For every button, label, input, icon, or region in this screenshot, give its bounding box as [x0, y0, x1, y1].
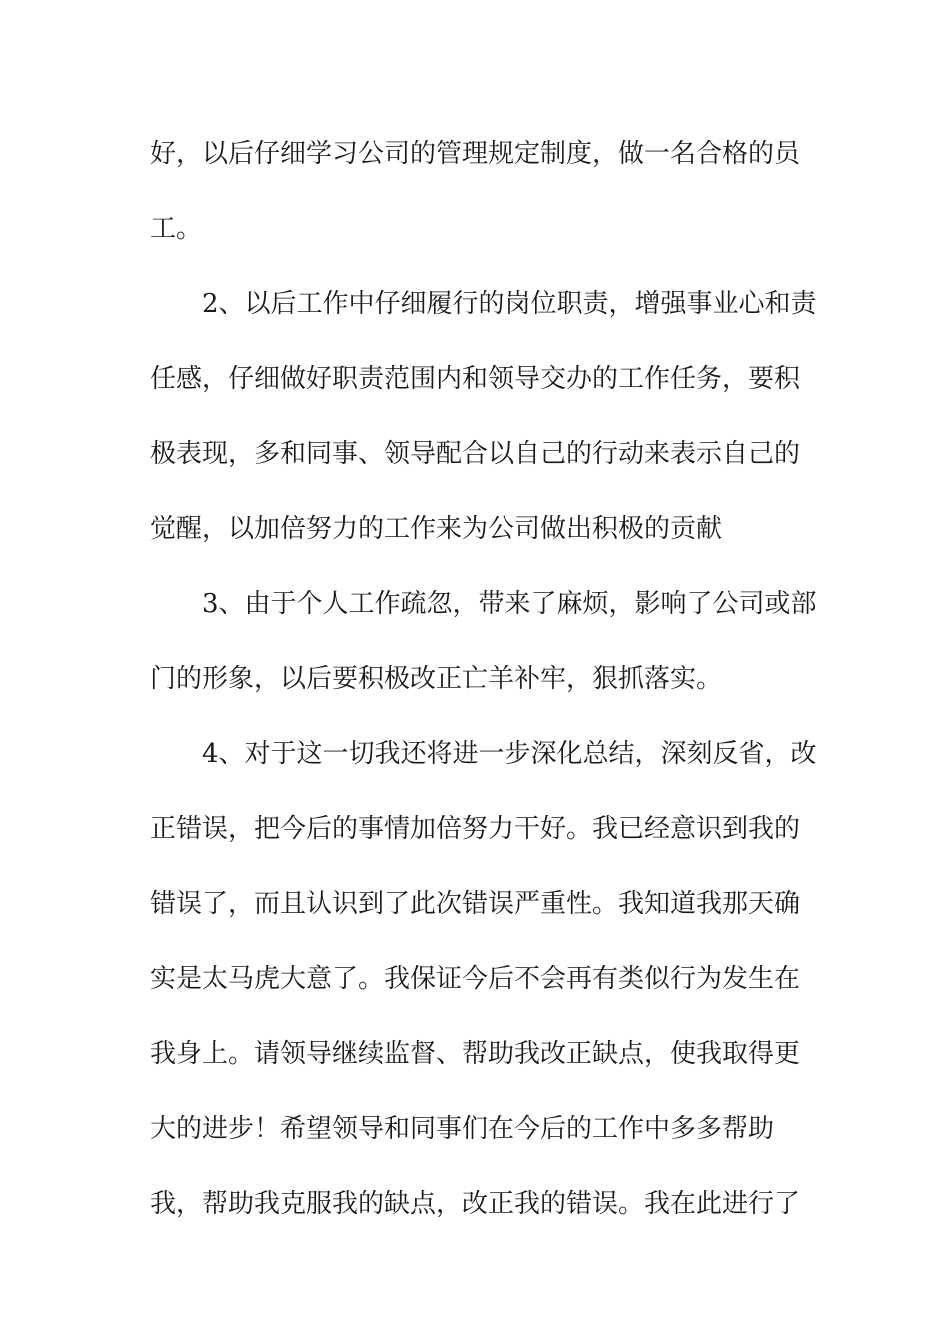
paragraph-4-start: 4、对于这一切我还将进一步深化总结，深刻反省，改 — [202, 739, 817, 769]
text-line: 好，以后仔细学习公司的管理规定制度，做一名合格的员 — [150, 139, 801, 169]
text-line: 工。 — [150, 214, 203, 244]
paragraph-3-start: 3、由于个人工作疏忽，带来了麻烦，影响了公司或部 — [202, 589, 817, 619]
paragraph-2-start: 2、以后工作中仔细履行的岗位职责，增强事业心和责 — [202, 289, 817, 319]
text-line: 我，帮助我克服我的缺点，改正我的错误。我在此进行了 — [150, 1189, 801, 1219]
text-line: 大的进步！希望领导和同事们在今后的工作中多多帮助 — [150, 1114, 775, 1144]
text-line: 极表现，多和同事、领导配合以自己的行动来表示自己的 — [150, 439, 801, 469]
text-line: 正错误，把今后的事情加倍努力干好。我已经意识到我的 — [150, 814, 801, 844]
text-line: 门的形象，以后要积极改正亡羊补牢，狠抓落实。 — [150, 664, 723, 694]
text-line: 错误了，而且认识到了此次错误严重性。我知道我那天确 — [150, 889, 801, 919]
text-line: 任感，仔细做好职责范围内和领导交办的工作任务，要积 — [150, 364, 801, 394]
text-line: 我身上。请领导继续监督、帮助我改正缺点，使我取得更 — [150, 1039, 801, 1069]
text-line: 实是太马虎大意了。我保证今后不会再有类似行为发生在 — [150, 964, 801, 994]
text-line: 觉醒，以加倍努力的工作来为公司做出积极的贡献 — [150, 514, 723, 544]
